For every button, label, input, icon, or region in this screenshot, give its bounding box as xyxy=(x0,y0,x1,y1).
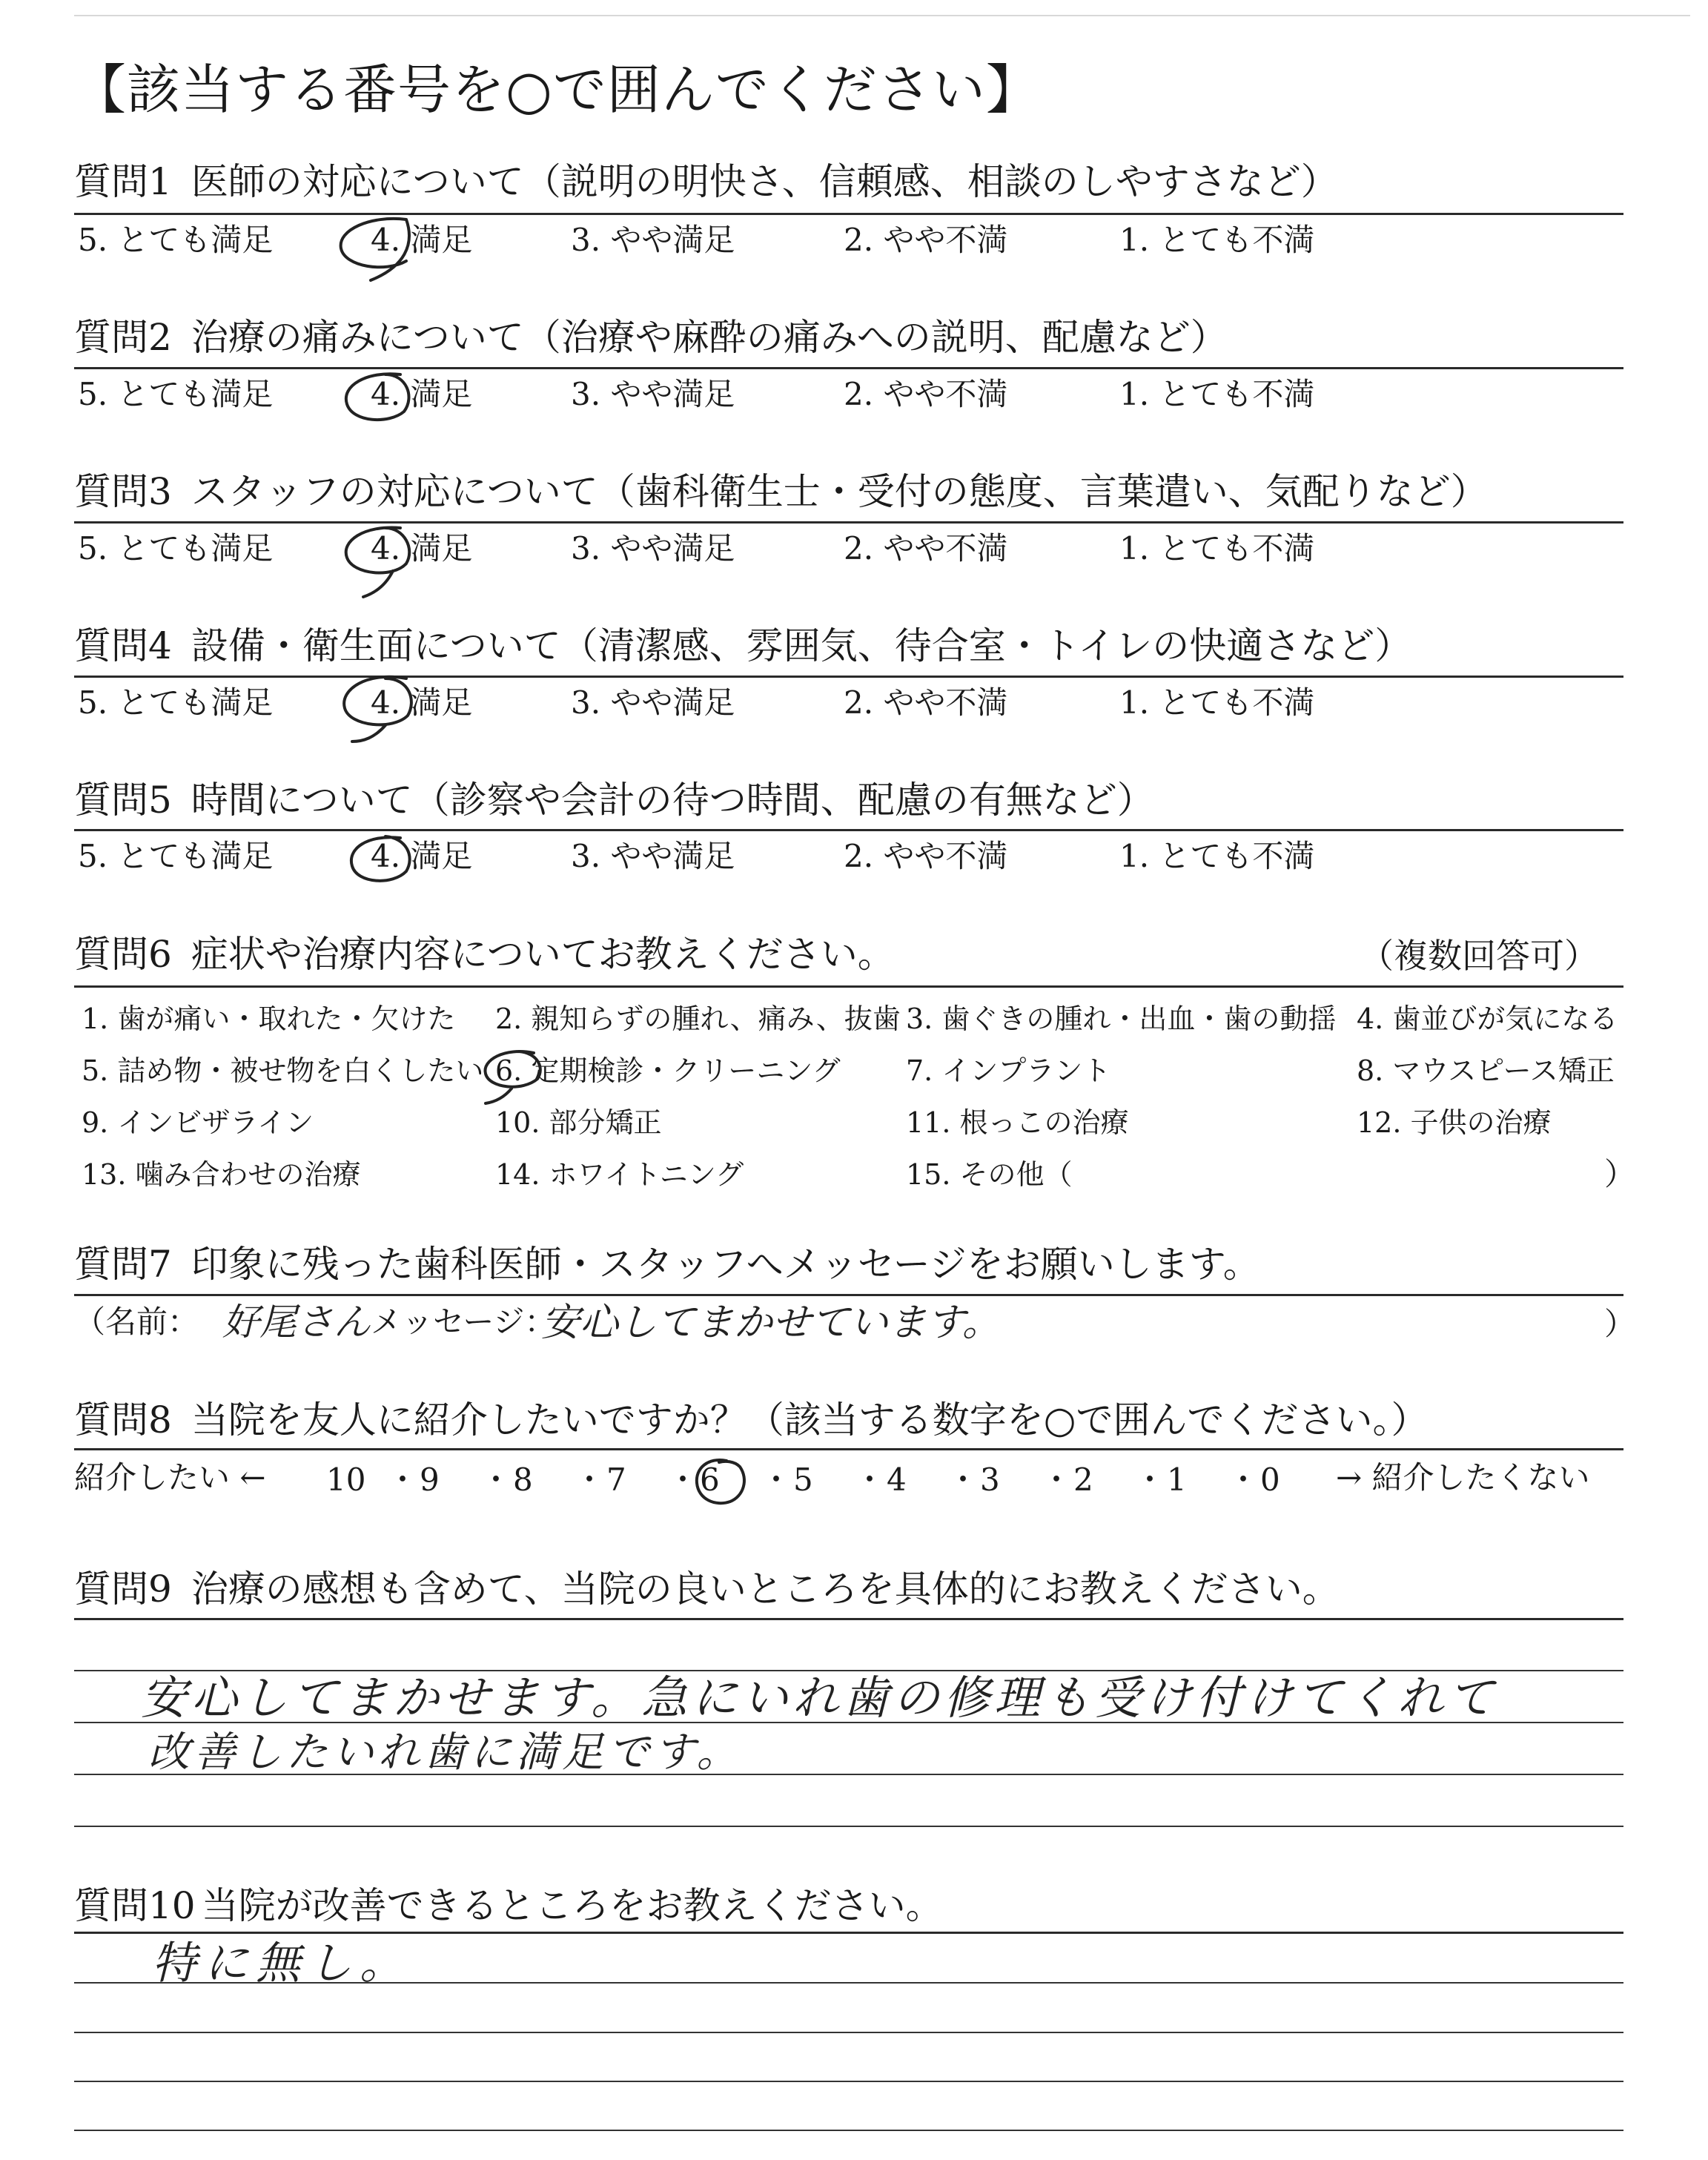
q2-text: 治療の痛みについて（治療や麻酔の痛みへの説明、配慮など） xyxy=(191,316,1228,359)
q7-number: 質問7 xyxy=(74,1243,172,1286)
q8-scale-separator: ・ xyxy=(947,1462,979,1498)
q2-option-2[interactable]: 2. やや不満 xyxy=(844,376,1008,412)
form-instruction-header: 【該当する番号を○で囲んでください】 xyxy=(73,59,1040,121)
q6-text: 症状や治療内容についてお教えください。 xyxy=(191,933,895,976)
q5-option-5[interactable]: 5. とても満足 xyxy=(78,838,274,874)
q7-name-value[interactable]: 好尾さん xyxy=(222,1301,371,1343)
q8-scale-separator: ・ xyxy=(574,1462,606,1498)
q4-option-4[interactable]: 4. 満足 xyxy=(371,684,473,721)
q9-answer-text-2[interactable]: 改善したいれ歯に満足です。 xyxy=(148,1728,743,1775)
q3-number: 質問3 xyxy=(74,470,172,513)
q5-option-2[interactable]: 2. やや不満 xyxy=(844,838,1008,874)
q8-number: 質問8 xyxy=(74,1398,172,1441)
q1-option-5[interactable]: 5. とても満足 xyxy=(78,222,274,258)
q8-scale-0[interactable]: 0 xyxy=(1260,1462,1280,1498)
q10-text: 当院が改善できるところをお教えください。 xyxy=(201,1884,943,1927)
q7-text: 印象に残った歯科医師・スタッフへメッセージをお願いします。 xyxy=(191,1243,1260,1286)
q8-scale-7[interactable]: 7 xyxy=(606,1462,626,1498)
q5-option-4[interactable]: 4. 満足 xyxy=(371,838,473,874)
q2-number: 質問2 xyxy=(74,316,172,359)
q8-text: 当院を友人に紹介したいですか？（該当する数字を○で囲んでください。） xyxy=(191,1398,1429,1441)
q6-option-5[interactable]: 5. 詰め物・被せ物を白くしたい xyxy=(82,1054,484,1087)
q4-circle-mark xyxy=(344,677,411,742)
q5-circle-mark xyxy=(351,836,410,881)
q8-scale-3[interactable]: 3 xyxy=(980,1462,1000,1498)
q2-option-1[interactable]: 1. とても不満 xyxy=(1119,376,1315,412)
q1-option-3[interactable]: 3. やや満足 xyxy=(571,222,735,258)
q6-other-close-paren: ） xyxy=(1604,1156,1636,1192)
q8-scale-separator: ・ xyxy=(1228,1462,1260,1498)
q6-option-15[interactable]: 15. その他（ xyxy=(906,1158,1073,1191)
q8-scale-separator: ・ xyxy=(1041,1462,1073,1498)
q5-text: 時間について（診察や会計の待つ時間、配慮の有無など） xyxy=(191,779,1154,822)
q1-option-2[interactable]: 2. やや不満 xyxy=(844,222,1008,258)
q6-option-7[interactable]: 7. インプラント xyxy=(906,1054,1111,1087)
q9-answer-text-1[interactable]: 安心してまかせます。急にいれ歯の修理も受け付けてくれて xyxy=(141,1673,1499,1724)
q7-close-paren: ） xyxy=(1604,1306,1636,1342)
q8-right-label: → 紹介したくない xyxy=(1336,1459,1590,1496)
q8-scale-1[interactable]: 1 xyxy=(1167,1462,1187,1498)
q8-scale-separator: ・ xyxy=(761,1462,792,1498)
q6-option-12[interactable]: 12. 子供の治療 xyxy=(1357,1106,1552,1139)
q3-text: スタッフの対応について（歯科衛生士・受付の態度、言葉遣い、気配りなど） xyxy=(191,470,1488,513)
q6-option-10[interactable]: 10. 部分矯正 xyxy=(495,1106,662,1139)
q10-answer-text[interactable]: 特に無し。 xyxy=(152,1938,411,1988)
q6-option-4[interactable]: 4. 歯並びが気になる xyxy=(1357,1003,1618,1035)
q3-option-3[interactable]: 3. やや満足 xyxy=(571,530,735,567)
q10-number: 質問10 xyxy=(74,1884,196,1927)
q4-option-5[interactable]: 5. とても満足 xyxy=(78,684,274,721)
q7-message-value[interactable]: 安心してまかせています。 xyxy=(541,1301,1001,1344)
q8-scale-separator: ・ xyxy=(667,1462,699,1498)
q9-number: 質問9 xyxy=(74,1568,172,1611)
q1-option-4[interactable]: 4. 満足 xyxy=(371,222,473,258)
q6-option-6[interactable]: 6. 定期検診・クリーニング xyxy=(495,1054,841,1087)
q4-option-3[interactable]: 3. やや満足 xyxy=(571,684,735,721)
q8-scale-8[interactable]: 8 xyxy=(513,1462,533,1498)
q1-number: 質問1 xyxy=(74,160,172,203)
q7-message-label: メッセージ： xyxy=(371,1304,556,1340)
q8-scale-2[interactable]: 2 xyxy=(1073,1462,1093,1498)
q6-multiple-answer-note: （複数回答可） xyxy=(1360,936,1598,976)
q3-option-4[interactable]: 4. 満足 xyxy=(371,530,473,567)
q3-option-2[interactable]: 2. やや不満 xyxy=(844,530,1008,567)
q1-option-1[interactable]: 1. とても不満 xyxy=(1119,222,1315,258)
q2-option-3[interactable]: 3. やや満足 xyxy=(571,376,735,412)
q2-option-4[interactable]: 4. 満足 xyxy=(371,376,473,412)
q3-option-1[interactable]: 1. とても不満 xyxy=(1119,530,1315,567)
q8-left-label: 紹介したい ← xyxy=(74,1459,266,1496)
q5-option-1[interactable]: 1. とても不満 xyxy=(1119,838,1315,874)
q6-number: 質問6 xyxy=(74,933,172,976)
q8-selected-circle-mark xyxy=(697,1460,744,1503)
q6-option-14[interactable]: 14. ホワイトニング xyxy=(495,1158,744,1191)
q8-scale-5[interactable]: 5 xyxy=(793,1462,813,1498)
q5-number: 質問5 xyxy=(74,779,172,822)
q8-scale-separator: ・ xyxy=(854,1462,886,1498)
q6-option-1[interactable]: 1. 歯が痛い・取れた・欠けた xyxy=(82,1003,456,1035)
q6-option-2[interactable]: 2. 親知らずの腫れ、痛み、抜歯 xyxy=(495,1003,901,1035)
q2-circle-mark xyxy=(346,374,409,420)
q6-option-3[interactable]: 3. 歯ぐきの腫れ・出血・歯の動揺 xyxy=(906,1003,1337,1035)
q8-scale-9[interactable]: 9 xyxy=(420,1462,440,1498)
q5-option-3[interactable]: 3. やや満足 xyxy=(571,838,735,874)
q1-text: 医師の対応について（説明の明快さ、信頼感、相談のしやすさなど） xyxy=(191,160,1338,203)
q6-option-6-circle-mark xyxy=(485,1051,540,1103)
q8-scale-separator: ・ xyxy=(480,1462,512,1498)
q3-option-5[interactable]: 5. とても満足 xyxy=(78,530,274,567)
q8-scale-separator: ・ xyxy=(387,1462,419,1498)
q6-option-9[interactable]: 9. インビザライン xyxy=(82,1106,314,1139)
q4-option-1[interactable]: 1. とても不満 xyxy=(1119,684,1315,721)
q8-scale-10[interactable]: 10 xyxy=(326,1462,366,1498)
q3-circle-mark xyxy=(346,528,409,597)
q2-option-5[interactable]: 5. とても満足 xyxy=(78,376,274,412)
q4-number: 質問4 xyxy=(74,624,172,667)
q6-option-8[interactable]: 8. マウスピース矯正 xyxy=(1357,1054,1615,1087)
q6-option-13[interactable]: 13. 噛み合わせの治療 xyxy=(82,1158,361,1191)
q1-circle-mark xyxy=(341,219,409,280)
q9-text: 治療の感想も含めて、当院の良いところを具体的にお教えください。 xyxy=(191,1568,1340,1611)
q7-name-label: （名前： xyxy=(74,1304,199,1340)
q4-text: 設備・衛生面について（清潔感、雰囲気、待合室・トイレの快適さなど） xyxy=(191,624,1412,667)
q6-option-11[interactable]: 11. 根っこの治療 xyxy=(906,1106,1129,1139)
q4-option-2[interactable]: 2. やや不満 xyxy=(844,684,1008,721)
q8-scale-6[interactable]: 6 xyxy=(700,1462,720,1498)
q8-scale-separator: ・ xyxy=(1134,1462,1166,1498)
q8-scale-4[interactable]: 4 xyxy=(887,1462,907,1498)
